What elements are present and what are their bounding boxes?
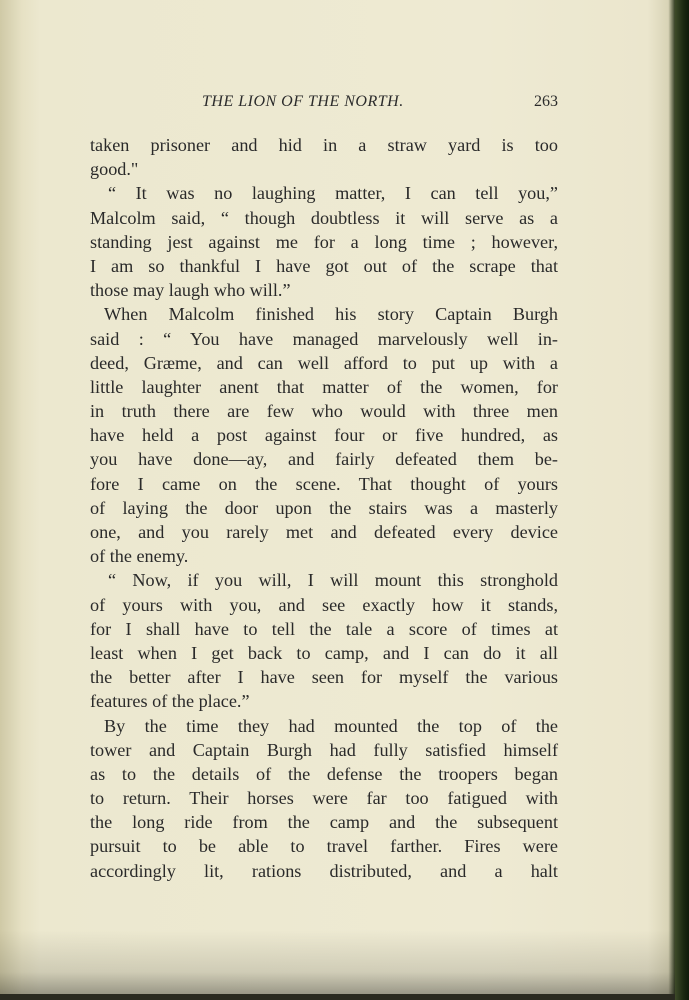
text-line: fore I came on the scene. That thought of yours [90,473,558,494]
text-line: the long ride from the camp and the subsequent [90,812,558,833]
page-bottom-edge [0,994,675,1000]
text-line: features of the place.” [90,691,250,712]
text-line: of the enemy. [90,546,189,567]
text-line: I am so thankful I have got out of the scrape that [90,255,558,276]
text-line: By the time they had mounted the top of the [104,715,558,736]
text-line: pursuit to be able to travel farther. Fires were [90,836,558,857]
text-line: for I shall have to tell the tale a score of times at [90,618,558,639]
text-line: the better after I have seen for myself the various [90,667,558,688]
text-line: of yours with you, and see exactly how it stands, [90,594,558,615]
text-line: in truth there are few who would with three men [90,401,558,422]
text-line: “ Now, if you will, I will mount this stronghold [108,570,558,591]
text-line: little laughter anent that matter of the women, for [90,376,558,397]
text-line: good." [90,159,139,180]
text-line: “ It was no laughing matter, I can tell you,” [108,183,558,204]
text-line: tower and Captain Burgh had fully satisfied himself [90,739,558,760]
running-title: THE LION OF THE NORTH. [202,93,404,110]
text-line: least when I get back to camp, and I can do it all [90,642,558,663]
page-number: 263 [534,93,558,110]
text-line: accordingly lit, rations distributed, and a halt [90,860,558,881]
text-line: Malcolm said, “ though doubtless it will serve as a [90,207,558,228]
text-line: those may laugh who will.” [90,280,291,301]
body-text [90,133,558,883]
text-line: as to the details of the defense the troopers began [90,763,558,784]
text-line: said : “ You have managed marvelously well in- [90,328,558,349]
text-line: one, and you rarely met and defeated every device [90,522,558,542]
text-line: taken prisoner and hid in a straw yard is too [90,135,558,155]
text-line: have held a post against four or five hundred, as [90,425,558,446]
text-line: you have done—ay, and fairly defeated them be- [90,449,558,470]
text-line: When Malcolm finished his story Captain Burgh [104,304,558,325]
text-line: deed, Græme, and can well afford to put up with a [90,352,558,373]
text-line: standing jest against me for a long time ; however, [90,231,558,252]
page-bottom-shadow [0,930,675,1000]
text-line: of laying the door upon the stairs was a masterly [90,497,558,518]
running-header [90,93,558,113]
book-cover-edge [675,0,689,1000]
text-line: to return. Their horses were far too fatigued with [90,788,558,809]
facing-page-bleed [0,120,14,440]
